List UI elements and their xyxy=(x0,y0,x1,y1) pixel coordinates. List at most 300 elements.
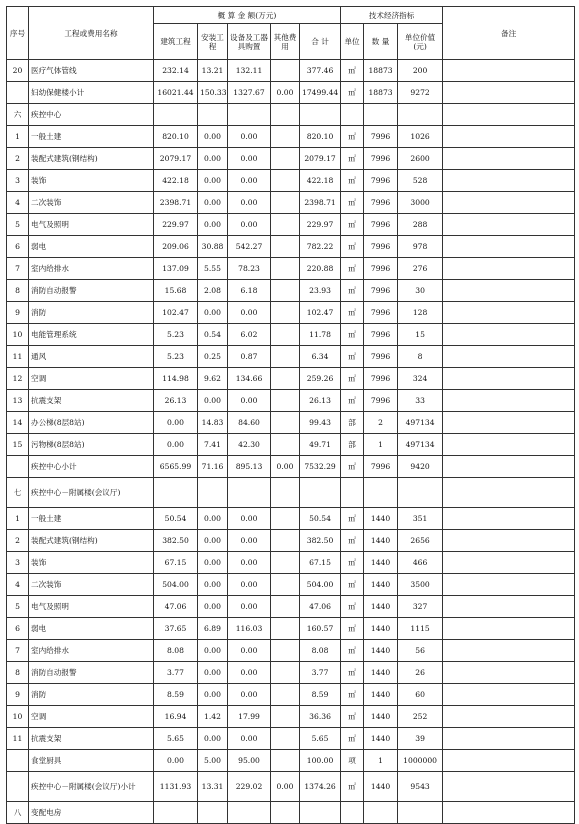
table-row xyxy=(7,530,575,552)
cell-total xyxy=(300,802,341,824)
cell-other xyxy=(271,552,300,574)
cell-remark xyxy=(443,258,575,280)
cell-unit: ㎡ xyxy=(341,170,364,192)
cell-name: 空调 xyxy=(29,706,154,728)
cell-no: 9 xyxy=(7,684,29,706)
cell-unit-price: 288 xyxy=(398,214,443,236)
cell-unit: ㎡ xyxy=(341,684,364,706)
cell-name: 妇幼保健楼小计 xyxy=(29,82,154,104)
cell-other: 0.00 xyxy=(271,772,300,802)
cell-unit: ㎡ xyxy=(341,618,364,640)
cell-qty: 1440 xyxy=(364,640,398,662)
cell-build: 8.59 xyxy=(154,684,198,706)
cell-build xyxy=(154,802,198,824)
cell-other xyxy=(271,104,300,126)
cell-install: 0.00 xyxy=(198,508,228,530)
table-row xyxy=(7,346,575,368)
cell-build: 382.50 xyxy=(154,530,198,552)
header-tech-group: 技术经济指标 xyxy=(341,7,443,24)
cell-install: 14.83 xyxy=(198,412,228,434)
cell-other xyxy=(271,596,300,618)
cell-other xyxy=(271,706,300,728)
cell-build: 67.15 xyxy=(154,552,198,574)
cell-unit-price: 2656 xyxy=(398,530,443,552)
cell-qty: 7996 xyxy=(364,170,398,192)
cell-unit-price: 3000 xyxy=(398,192,443,214)
cell-unit: ㎡ xyxy=(341,192,364,214)
table-row xyxy=(7,478,575,508)
cell-name: 一般土建 xyxy=(29,126,154,148)
cell-unit-price: 8 xyxy=(398,346,443,368)
cell-no: 2 xyxy=(7,530,29,552)
cell-total: 8.08 xyxy=(300,640,341,662)
cell-equip: 0.00 xyxy=(228,728,271,750)
cell-total: 5.65 xyxy=(300,728,341,750)
cell-equip: 0.87 xyxy=(228,346,271,368)
cell-no: 13 xyxy=(7,390,29,412)
cell-build: 137.09 xyxy=(154,258,198,280)
cell-unit-price: 351 xyxy=(398,508,443,530)
cell-other xyxy=(271,640,300,662)
header-unit-price: 单位价值(元) xyxy=(398,24,443,60)
cell-qty: 1440 xyxy=(364,662,398,684)
cell-total: 220.88 xyxy=(300,258,341,280)
cell-unit: ㎡ xyxy=(341,82,364,104)
cell-install: 0.00 xyxy=(198,170,228,192)
cell-remark xyxy=(443,434,575,456)
cell-name: 二次装饰 xyxy=(29,192,154,214)
cell-install: 0.00 xyxy=(198,530,228,552)
cell-install: 0.00 xyxy=(198,596,228,618)
cell-other xyxy=(271,148,300,170)
cell-name: 空调 xyxy=(29,368,154,390)
cell-install: 0.00 xyxy=(198,148,228,170)
cell-build: 16021.44 xyxy=(154,82,198,104)
header-install: 安装工程 xyxy=(198,24,228,60)
cell-no: 1 xyxy=(7,126,29,148)
cell-no: 4 xyxy=(7,192,29,214)
cell-build: 232.14 xyxy=(154,60,198,82)
cell-equip: 0.00 xyxy=(228,684,271,706)
cell-other xyxy=(271,324,300,346)
cell-install: 5.00 xyxy=(198,750,228,772)
cell-total xyxy=(300,104,341,126)
cell-qty: 1440 xyxy=(364,530,398,552)
table-row xyxy=(7,214,575,236)
cell-install: 0.00 xyxy=(198,192,228,214)
table-row xyxy=(7,192,575,214)
cell-equip: 78.23 xyxy=(228,258,271,280)
cell-unit-price: 56 xyxy=(398,640,443,662)
cell-remark xyxy=(443,60,575,82)
cell-other xyxy=(271,368,300,390)
cell-unit: ㎡ xyxy=(341,456,364,478)
cell-no xyxy=(7,750,29,772)
cell-install: 6.89 xyxy=(198,618,228,640)
cell-total: 102.47 xyxy=(300,302,341,324)
cell-equip: 0.00 xyxy=(228,596,271,618)
cell-other xyxy=(271,60,300,82)
cell-unit: ㎡ xyxy=(341,596,364,618)
cell-remark xyxy=(443,324,575,346)
table-row xyxy=(7,258,575,280)
cell-install: 0.00 xyxy=(198,552,228,574)
cell-equip: 95.00 xyxy=(228,750,271,772)
cell-install: 0.25 xyxy=(198,346,228,368)
cell-other xyxy=(271,618,300,640)
cell-qty: 7996 xyxy=(364,390,398,412)
cell-unit: ㎡ xyxy=(341,390,364,412)
cell-remark xyxy=(443,82,575,104)
cell-name: 二次装饰 xyxy=(29,574,154,596)
table-body xyxy=(7,60,575,824)
cell-install: 7.41 xyxy=(198,434,228,456)
cell-remark xyxy=(443,214,575,236)
cell-no: 9 xyxy=(7,302,29,324)
cell-install: 30.88 xyxy=(198,236,228,258)
table-row xyxy=(7,368,575,390)
cell-unit: ㎡ xyxy=(341,662,364,684)
cell-no: 6 xyxy=(7,236,29,258)
cell-name: 装饰 xyxy=(29,552,154,574)
cell-equip: 0.00 xyxy=(228,214,271,236)
table-row xyxy=(7,552,575,574)
cell-qty: 7996 xyxy=(364,236,398,258)
cell-total: 26.13 xyxy=(300,390,341,412)
cell-unit-price: 9543 xyxy=(398,772,443,802)
cell-unit-price: 9420 xyxy=(398,456,443,478)
cell-other xyxy=(271,662,300,684)
header-build: 建筑工程 xyxy=(154,24,198,60)
cell-other xyxy=(271,214,300,236)
cell-build: 0.00 xyxy=(154,750,198,772)
cell-build: 15.68 xyxy=(154,280,198,302)
cell-install: 0.00 xyxy=(198,684,228,706)
table-row xyxy=(7,662,575,684)
cell-qty: 7996 xyxy=(364,302,398,324)
cell-equip: 895.13 xyxy=(228,456,271,478)
cell-equip: 0.00 xyxy=(228,390,271,412)
cell-install xyxy=(198,802,228,824)
cell-unit: ㎡ xyxy=(341,508,364,530)
cell-qty: 1440 xyxy=(364,618,398,640)
cell-unit-price xyxy=(398,802,443,824)
cell-install: 0.00 xyxy=(198,126,228,148)
cell-remark xyxy=(443,640,575,662)
cell-remark xyxy=(443,126,575,148)
cell-other xyxy=(271,530,300,552)
cell-name: 电能管理系统 xyxy=(29,324,154,346)
cell-unit: ㎡ xyxy=(341,346,364,368)
cell-install: 0.00 xyxy=(198,728,228,750)
cell-qty: 7996 xyxy=(364,214,398,236)
cell-no xyxy=(7,456,29,478)
cell-unit: ㎡ xyxy=(341,126,364,148)
cell-remark xyxy=(443,596,575,618)
cell-install xyxy=(198,104,228,126)
cell-name: 电气及照明 xyxy=(29,214,154,236)
cell-build: 0.00 xyxy=(154,412,198,434)
cell-unit: ㎡ xyxy=(341,368,364,390)
cell-total: 259.26 xyxy=(300,368,341,390)
cell-total: 17499.44 xyxy=(300,82,341,104)
cell-equip xyxy=(228,478,271,508)
table-row xyxy=(7,772,575,802)
cell-remark xyxy=(443,618,575,640)
table-row xyxy=(7,412,575,434)
cell-unit: ㎡ xyxy=(341,214,364,236)
cell-build: 5.23 xyxy=(154,346,198,368)
cell-name: 消防自动报警 xyxy=(29,280,154,302)
cell-total: 782.22 xyxy=(300,236,341,258)
cell-equip: 116.03 xyxy=(228,618,271,640)
cell-name: 疾控中心－附属楼(会议厅)小计 xyxy=(29,772,154,802)
table-row xyxy=(7,302,575,324)
cell-equip: 229.02 xyxy=(228,772,271,802)
cell-install: 5.55 xyxy=(198,258,228,280)
cell-unit-price: 327 xyxy=(398,596,443,618)
table-row xyxy=(7,508,575,530)
cell-build: 820.10 xyxy=(154,126,198,148)
cell-unit-price: 9272 xyxy=(398,82,443,104)
cell-total: 229.97 xyxy=(300,214,341,236)
cell-qty: 7996 xyxy=(364,192,398,214)
cell-remark xyxy=(443,104,575,126)
cell-remark xyxy=(443,192,575,214)
cell-other: 0.00 xyxy=(271,82,300,104)
cell-no: 3 xyxy=(7,552,29,574)
cell-build xyxy=(154,104,198,126)
cell-qty: 1440 xyxy=(364,508,398,530)
table-row xyxy=(7,104,575,126)
table-row xyxy=(7,596,575,618)
cell-unit-price: 1026 xyxy=(398,126,443,148)
cell-remark xyxy=(443,368,575,390)
cell-equip: 0.00 xyxy=(228,302,271,324)
cell-other xyxy=(271,390,300,412)
cell-total: 47.06 xyxy=(300,596,341,618)
cell-equip xyxy=(228,104,271,126)
cell-other xyxy=(271,508,300,530)
cell-no: 15 xyxy=(7,434,29,456)
cell-equip xyxy=(228,802,271,824)
table-row xyxy=(7,280,575,302)
cell-total: 11.78 xyxy=(300,324,341,346)
cell-remark xyxy=(443,772,575,802)
cell-total: 36.36 xyxy=(300,706,341,728)
table-row xyxy=(7,618,575,640)
cell-no: 七 xyxy=(7,478,29,508)
cell-name: 抗震支架 xyxy=(29,728,154,750)
cell-name: 消防自动报警 xyxy=(29,662,154,684)
cell-unit-price: 497134 xyxy=(398,434,443,456)
cell-qty: 7996 xyxy=(364,148,398,170)
cell-total: 99.43 xyxy=(300,412,341,434)
cell-total: 504.00 xyxy=(300,574,341,596)
cell-remark xyxy=(443,346,575,368)
cell-unit: 部 xyxy=(341,412,364,434)
cell-build: 422.18 xyxy=(154,170,198,192)
cell-other xyxy=(271,170,300,192)
cell-build: 8.08 xyxy=(154,640,198,662)
cell-no: 1 xyxy=(7,508,29,530)
cell-build: 0.00 xyxy=(154,434,198,456)
cell-name: 装配式建筑(钢结构) xyxy=(29,148,154,170)
cell-qty: 1440 xyxy=(364,772,398,802)
cell-qty: 1440 xyxy=(364,684,398,706)
cell-unit: ㎡ xyxy=(341,280,364,302)
cell-other xyxy=(271,478,300,508)
cell-install: 13.21 xyxy=(198,60,228,82)
cell-unit: ㎡ xyxy=(341,640,364,662)
cell-no: 5 xyxy=(7,214,29,236)
table-row xyxy=(7,706,575,728)
cell-install: 150.33 xyxy=(198,82,228,104)
cell-other xyxy=(271,126,300,148)
cell-no: 8 xyxy=(7,662,29,684)
cell-unit-price: 15 xyxy=(398,324,443,346)
cell-name: 装饰 xyxy=(29,170,154,192)
cell-no: 8 xyxy=(7,280,29,302)
cell-total: 3.77 xyxy=(300,662,341,684)
cell-other xyxy=(271,258,300,280)
cell-remark xyxy=(443,706,575,728)
table-row xyxy=(7,170,575,192)
cell-qty: 7996 xyxy=(364,258,398,280)
cell-unit: 项 xyxy=(341,750,364,772)
cell-total: 7532.29 xyxy=(300,456,341,478)
cell-name: 疾控中心 xyxy=(29,104,154,126)
cell-build: 229.97 xyxy=(154,214,198,236)
cell-equip: 132.11 xyxy=(228,60,271,82)
cell-equip: 0.00 xyxy=(228,192,271,214)
table-row xyxy=(7,148,575,170)
cell-unit: ㎡ xyxy=(341,772,364,802)
cell-name: 污物梯(8层8站) xyxy=(29,434,154,456)
cell-remark xyxy=(443,684,575,706)
cell-other xyxy=(271,280,300,302)
cell-name: 食堂厨具 xyxy=(29,750,154,772)
cell-total: 160.57 xyxy=(300,618,341,640)
cell-unit: ㎡ xyxy=(341,530,364,552)
cell-build: 209.06 xyxy=(154,236,198,258)
cell-no: 3 xyxy=(7,170,29,192)
cell-equip: 134.66 xyxy=(228,368,271,390)
table-row xyxy=(7,456,575,478)
cell-other xyxy=(271,728,300,750)
cell-unit-price xyxy=(398,478,443,508)
cell-qty: 18873 xyxy=(364,82,398,104)
cell-unit-price: 276 xyxy=(398,258,443,280)
cell-unit xyxy=(341,104,364,126)
cell-equip: 0.00 xyxy=(228,508,271,530)
cell-qty: 2 xyxy=(364,412,398,434)
cell-other xyxy=(271,346,300,368)
cell-remark xyxy=(443,508,575,530)
cell-remark xyxy=(443,390,575,412)
cell-qty: 7996 xyxy=(364,126,398,148)
cell-no xyxy=(7,82,29,104)
cell-unit-price: 466 xyxy=(398,552,443,574)
cell-total: 100.00 xyxy=(300,750,341,772)
cell-qty xyxy=(364,802,398,824)
table-header xyxy=(7,7,575,60)
cell-total: 820.10 xyxy=(300,126,341,148)
cell-no: 六 xyxy=(7,104,29,126)
cell-equip: 542.27 xyxy=(228,236,271,258)
cell-no: 八 xyxy=(7,802,29,824)
table-row xyxy=(7,236,575,258)
cell-install: 0.00 xyxy=(198,640,228,662)
cell-equip: 0.00 xyxy=(228,148,271,170)
cell-build: 50.54 xyxy=(154,508,198,530)
cell-qty: 7996 xyxy=(364,346,398,368)
cell-qty: 7996 xyxy=(364,368,398,390)
cell-other xyxy=(271,236,300,258)
cell-name: 弱电 xyxy=(29,236,154,258)
cell-equip: 42.30 xyxy=(228,434,271,456)
cell-qty: 7996 xyxy=(364,456,398,478)
cell-equip: 84.60 xyxy=(228,412,271,434)
cell-total: 6.34 xyxy=(300,346,341,368)
cell-qty: 18873 xyxy=(364,60,398,82)
cell-name: 疾控中心小计 xyxy=(29,456,154,478)
cell-unit-price: 26 xyxy=(398,662,443,684)
table-row xyxy=(7,728,575,750)
cell-build: 16.94 xyxy=(154,706,198,728)
cell-no: 12 xyxy=(7,368,29,390)
cell-total: 23.93 xyxy=(300,280,341,302)
cell-remark xyxy=(443,236,575,258)
cell-unit: ㎡ xyxy=(341,236,364,258)
cell-qty: 7996 xyxy=(364,280,398,302)
cell-equip: 0.00 xyxy=(228,574,271,596)
cell-name: 电气及照明 xyxy=(29,596,154,618)
cell-name: 室内给排水 xyxy=(29,640,154,662)
cell-remark xyxy=(443,728,575,750)
cell-no: 14 xyxy=(7,412,29,434)
cell-unit: ㎡ xyxy=(341,574,364,596)
cell-unit-price: 978 xyxy=(398,236,443,258)
cell-qty: 7996 xyxy=(364,324,398,346)
cell-install: 0.00 xyxy=(198,302,228,324)
cell-install: 2.08 xyxy=(198,280,228,302)
cell-qty xyxy=(364,478,398,508)
cell-name: 医疗气体管线 xyxy=(29,60,154,82)
cell-other xyxy=(271,434,300,456)
cell-build: 102.47 xyxy=(154,302,198,324)
cell-other xyxy=(271,192,300,214)
cell-unit: 部 xyxy=(341,434,364,456)
header-total: 合 计 xyxy=(300,24,341,60)
cell-no: 10 xyxy=(7,324,29,346)
cell-no: 11 xyxy=(7,346,29,368)
cell-qty: 1 xyxy=(364,750,398,772)
cell-install: 0.00 xyxy=(198,574,228,596)
cell-total: 2398.71 xyxy=(300,192,341,214)
cell-no xyxy=(7,772,29,802)
cell-unit-price: 252 xyxy=(398,706,443,728)
cell-qty: 1440 xyxy=(364,596,398,618)
cell-unit: ㎡ xyxy=(341,706,364,728)
cell-unit-price: 30 xyxy=(398,280,443,302)
header-unit: 单位 xyxy=(341,24,364,60)
cell-unit-price: 39 xyxy=(398,728,443,750)
table-row xyxy=(7,750,575,772)
cell-no: 5 xyxy=(7,596,29,618)
cell-remark xyxy=(443,552,575,574)
cell-no: 4 xyxy=(7,574,29,596)
